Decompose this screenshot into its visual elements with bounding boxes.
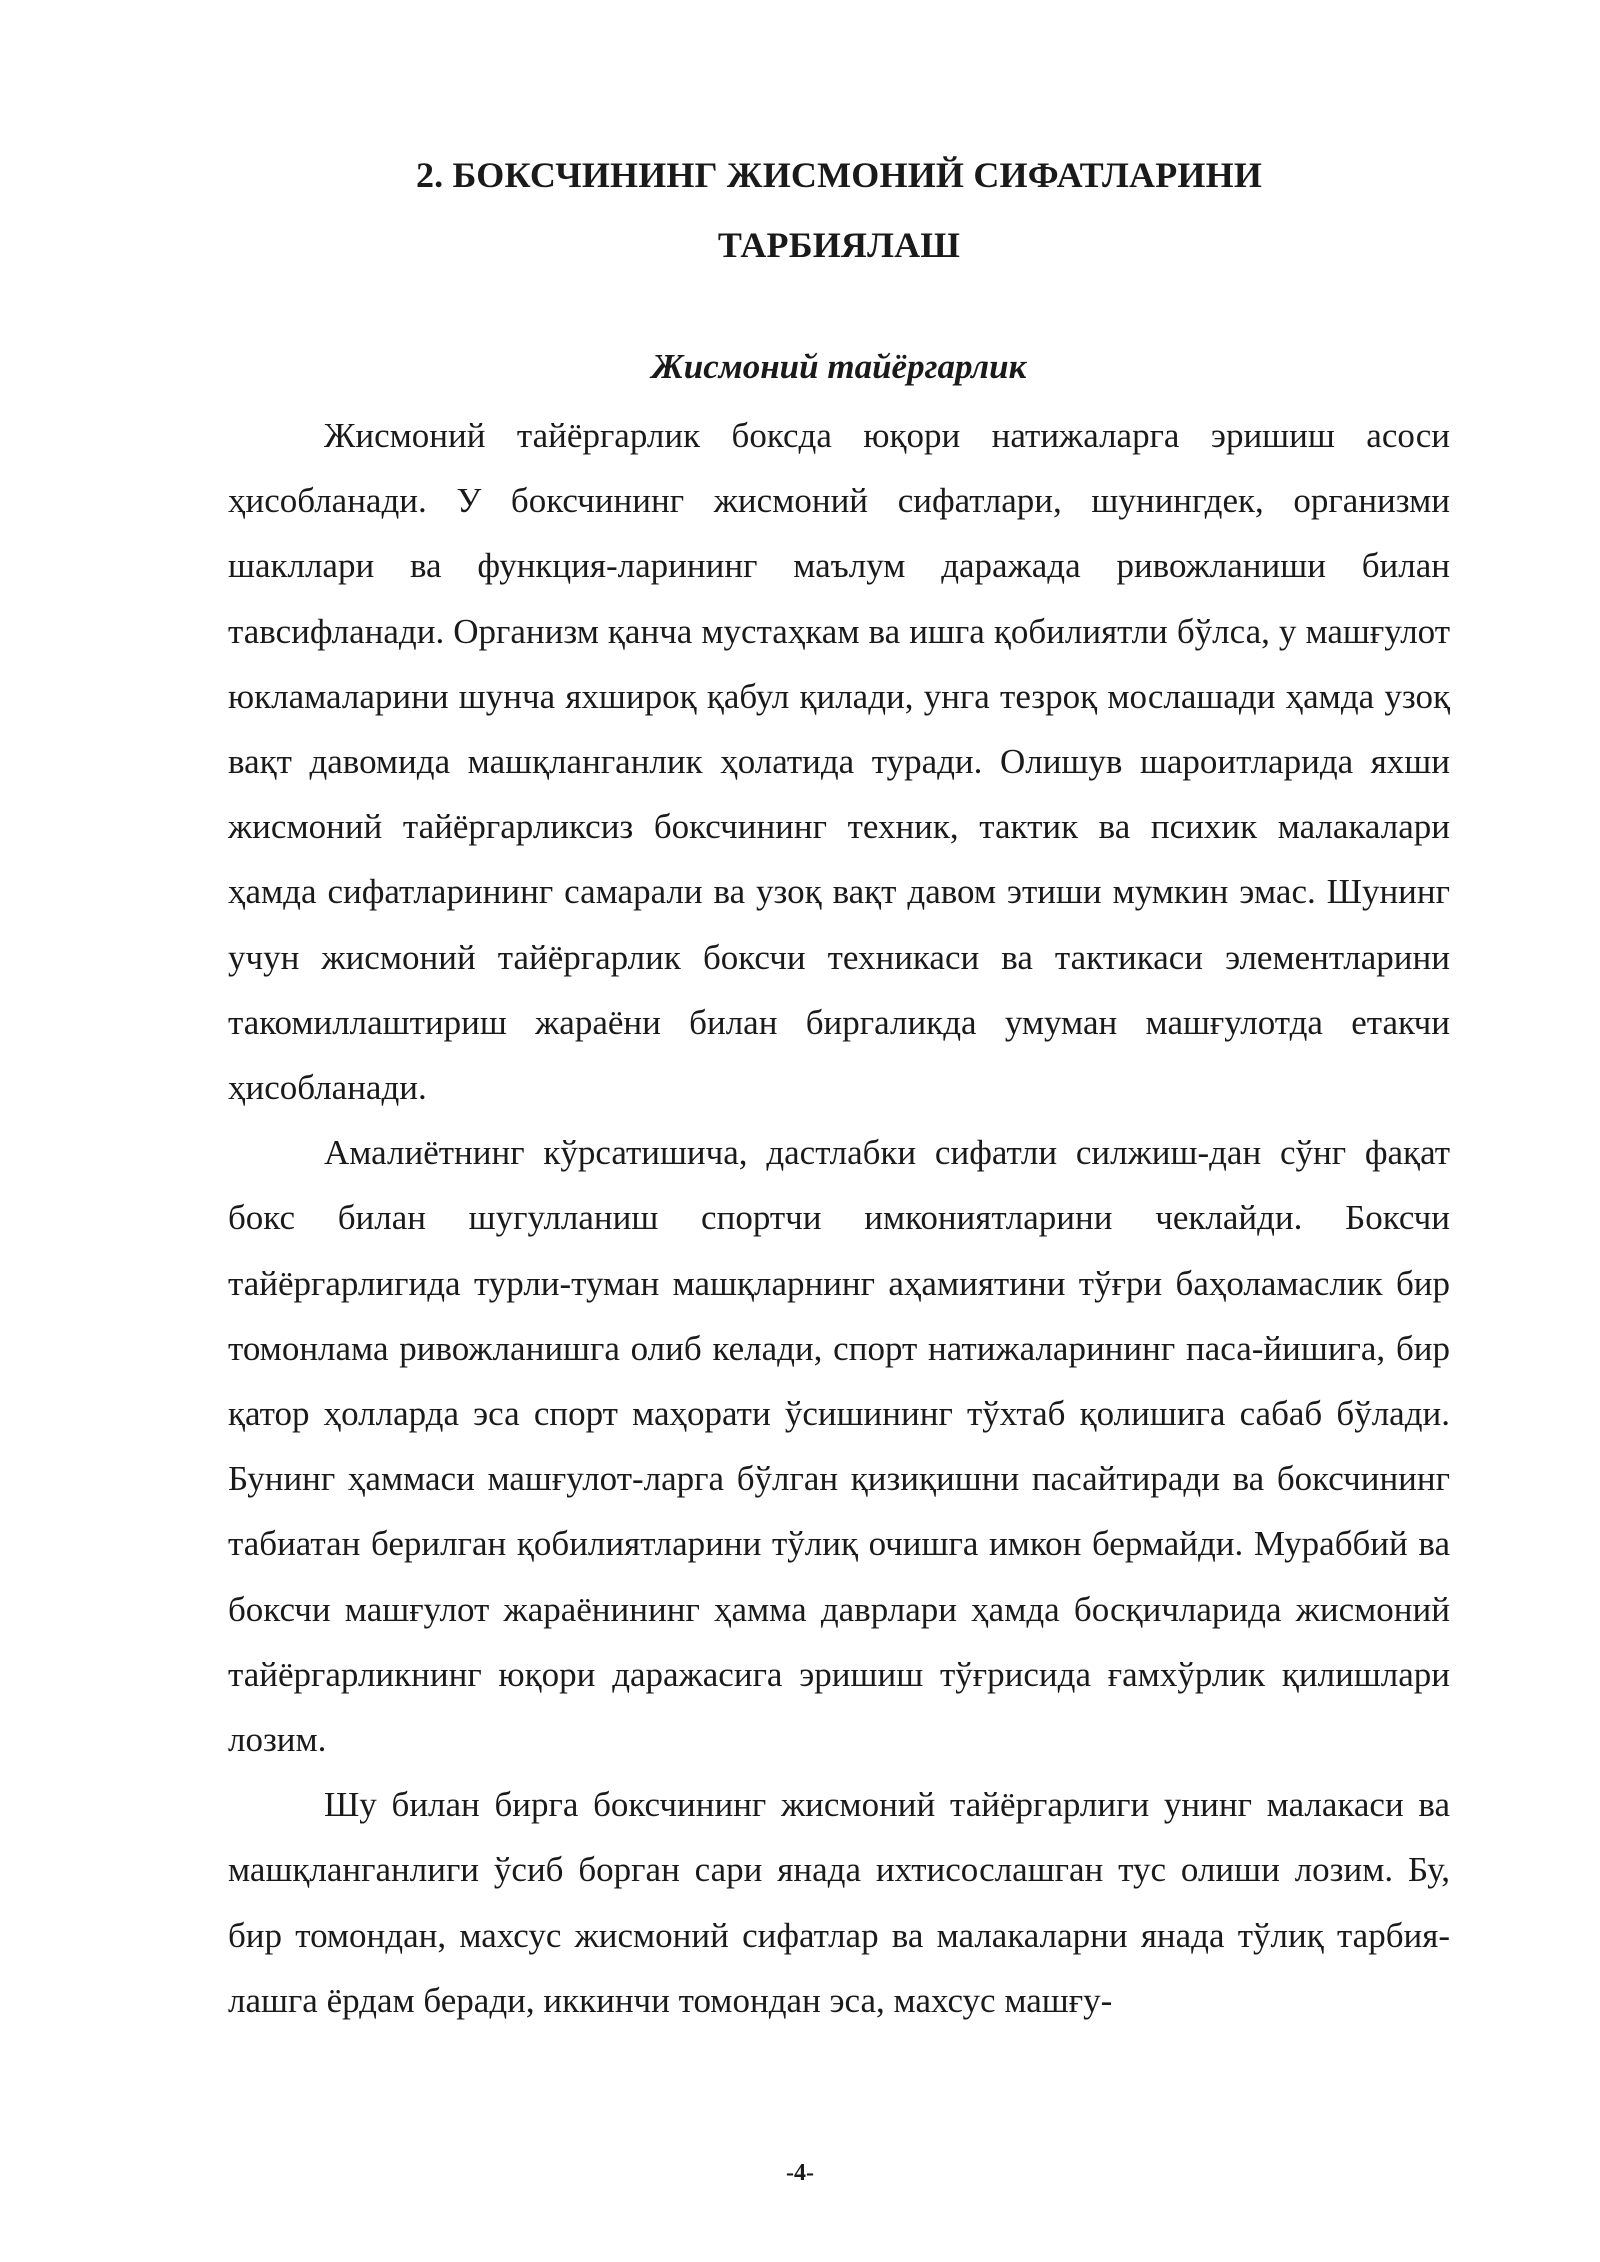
paragraph: Шу билан бирга боксчининг жисмоний тайёргарлиги унинг малакаси ва машқланганлиги ўсиб борган сари янада ихтисослашган тус олиши лозим. Бу, бир томондан, махсус жисмоний сифатлар ва малакаларни янада тўлиқ тарбия-лашга ёрдам беради, иккинчи томондан эса, махсус машғу- <box>228 1785 1450 2020</box>
paragraph: Жисмоний тайёргарлик боксда юқори натижаларга эришиш асоси ҳисобланади. У боксчининг жисмоний сифатлари, шунингдек, организми шакллари ва функция-ларининг маълум даражада ривожланиши билан тавсифланади. Организм қанча мустаҳкам ва ишга қобилиятли бўлса, у машғулот юкламаларини шунча яхшироқ қабул қилади, унга тезроқ мослашади ҳамда узоқ вақт давомида машқланганлик ҳолатида туради. Олишув шароитларида яхши жисмоний тайёргарликсиз боксчининг техник, тактик ва психик малакалари ҳамда сифатларининг самарали ва узоқ вақт давом этиши мумкин эмас. Шунинг учун жисмоний тайёргарлик боксчи техникаси ва тактикаси элементларини такомиллаштириш жараёни билан биргаликда умуман машғулотда етакчи ҳисобланади. <box>228 416 1450 1108</box>
page-number: -4- <box>786 2160 814 2186</box>
body-text <box>228 403 1450 2033</box>
chapter-title-line-2: ТАРБИЯЛАШ <box>717 225 961 265</box>
section-title: Жисмоний тайёргарлик <box>651 347 1027 386</box>
chapter-title-line-1: 2. БОКСЧИНИНГ ЖИСМОНИЙ СИФАТЛАРИНИ <box>415 155 1263 195</box>
paragraph: Амалиётнинг кўрсатишича, дастлабки сифатли силжиш-дан сўнг фақат бокс билан шугулланиш спортчи имкониятларини чеклайди. Боксчи тайёргарлигида турли-туман машқларнинг аҳамиятини тўғри баҳоламаслик бир томонлама ривожланишга олиб келади, спорт натижаларининг паса-йишига, бир қатор ҳолларда эса спорт маҳорати ўсишининг тўхтаб қолишига сабаб бўлади. Бунинг ҳаммаси машғулот-ларга бўлган қизиқишни пасайтиради ва боксчининг табиатан берилган қобилиятларини тўлиқ очишга имкон бермайди. Мураббий ва боксчи машғулот жараёнининг ҳамма даврлари ҳамда босқичларида жисмоний тайёргарликнинг юқори даражасига эришиш тўғрисида ғамхўрлик қилишлари лозим. <box>228 1133 1450 1760</box>
chapter-title <box>228 140 1450 280</box>
